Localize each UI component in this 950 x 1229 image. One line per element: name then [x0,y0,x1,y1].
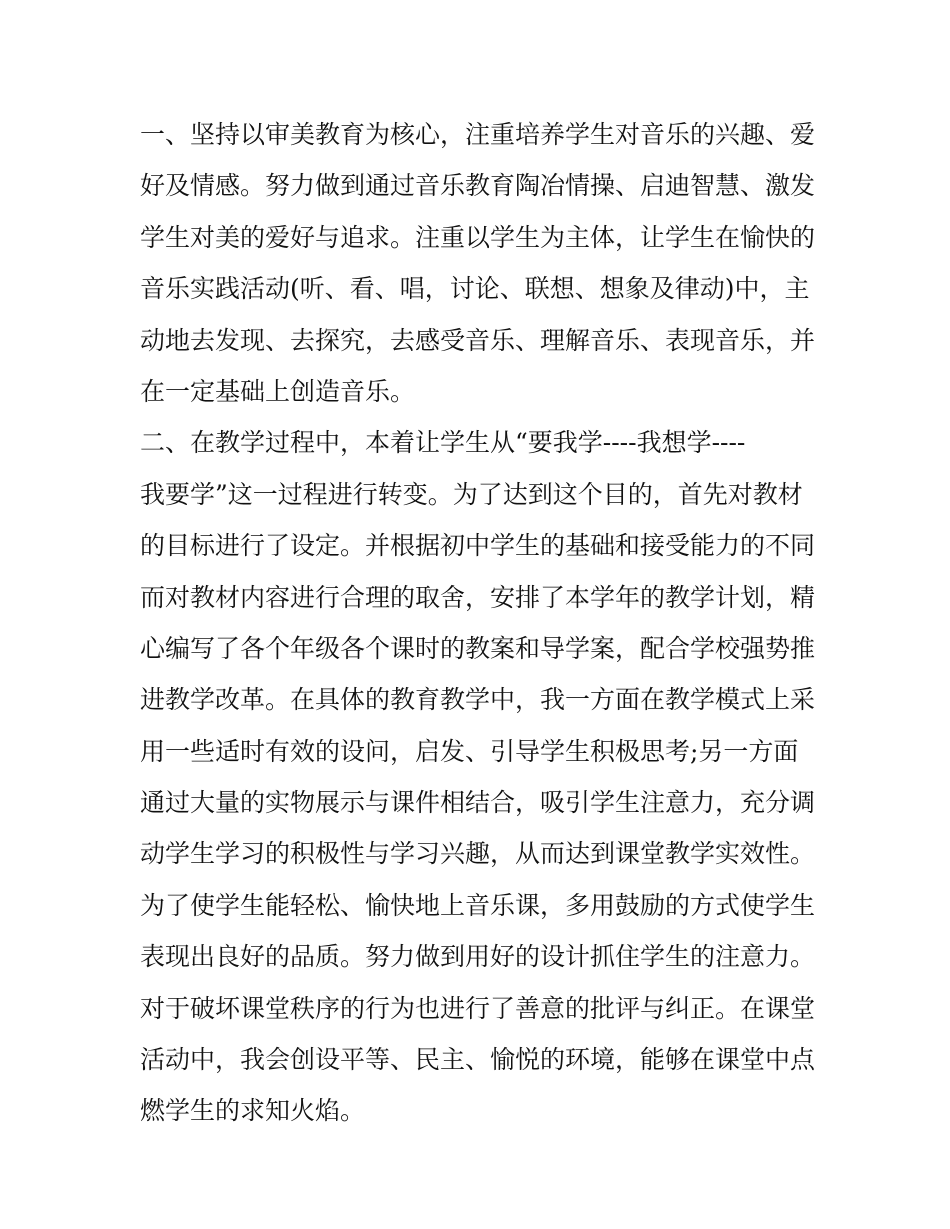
text-line: 活动中，我会创设平等、民主、愉悦的环境，能够在课堂中点 [140,1045,816,1075]
text-line: 表现出良好的品质。努力做到用好的设计抓住学生的注意力。 [140,942,816,972]
text-line: 二、在教学过程中，本着让学生从“要我学----我想学---- [140,428,746,458]
text-line: 对于破坏课堂秩序的行为也进行了善意的批评与纠正。在课堂 [140,993,816,1023]
text-line: 动地去发现、去探究，去感受音乐、理解音乐、表现音乐，并 [140,325,816,355]
text-line: 的目标进行了设定。并根据初中学生的基础和接受能力的不同 [140,531,816,561]
text-line: 在一定基础上创造音乐。 [140,376,416,406]
text-line: 心编写了各个年级各个课时的教案和导学案，配合学校强势推 [140,633,816,663]
text-line: 好及情感。努力做到通过音乐教育陶冶情操、启迪智慧、激发 [140,171,816,201]
text-line: 燃学生的求知火焰。 [140,1096,366,1126]
text-line: 进教学改革。在具体的教育教学中，我一方面在教学模式上采 [140,685,816,715]
text-line: 通过大量的实物展示与课件相结合，吸引学生注意力，充分调 [140,788,816,818]
text-line: 我要学”这一过程进行转变。为了达到这个目的，首先对教材 [140,479,803,509]
body-text [140,109,820,1137]
text-line: 一、坚持以审美教育为核心，注重培养学生对音乐的兴趣、爱 [140,120,816,149]
text-line: 用一些适时有效的设问，启发、引导学生积极思考;另一方面 [140,736,799,766]
text-line: 动学生学习的积极性与学习兴趣，从而达到课堂教学实效性。 [140,839,816,869]
text-line: 为了使学生能轻松、愉快地上音乐课，多用鼓励的方式使学生 [140,890,816,920]
text-line: 学生对美的爱好与追求。注重以学生为主体，让学生在愉快的 [140,222,816,252]
text-line: 而对教材内容进行合理的取舍，安排了本学年的教学计划，精 [140,582,816,612]
text-line: 音乐实践活动(听、看、唱，讨论、联想、想象及律动)中，主 [140,274,810,304]
